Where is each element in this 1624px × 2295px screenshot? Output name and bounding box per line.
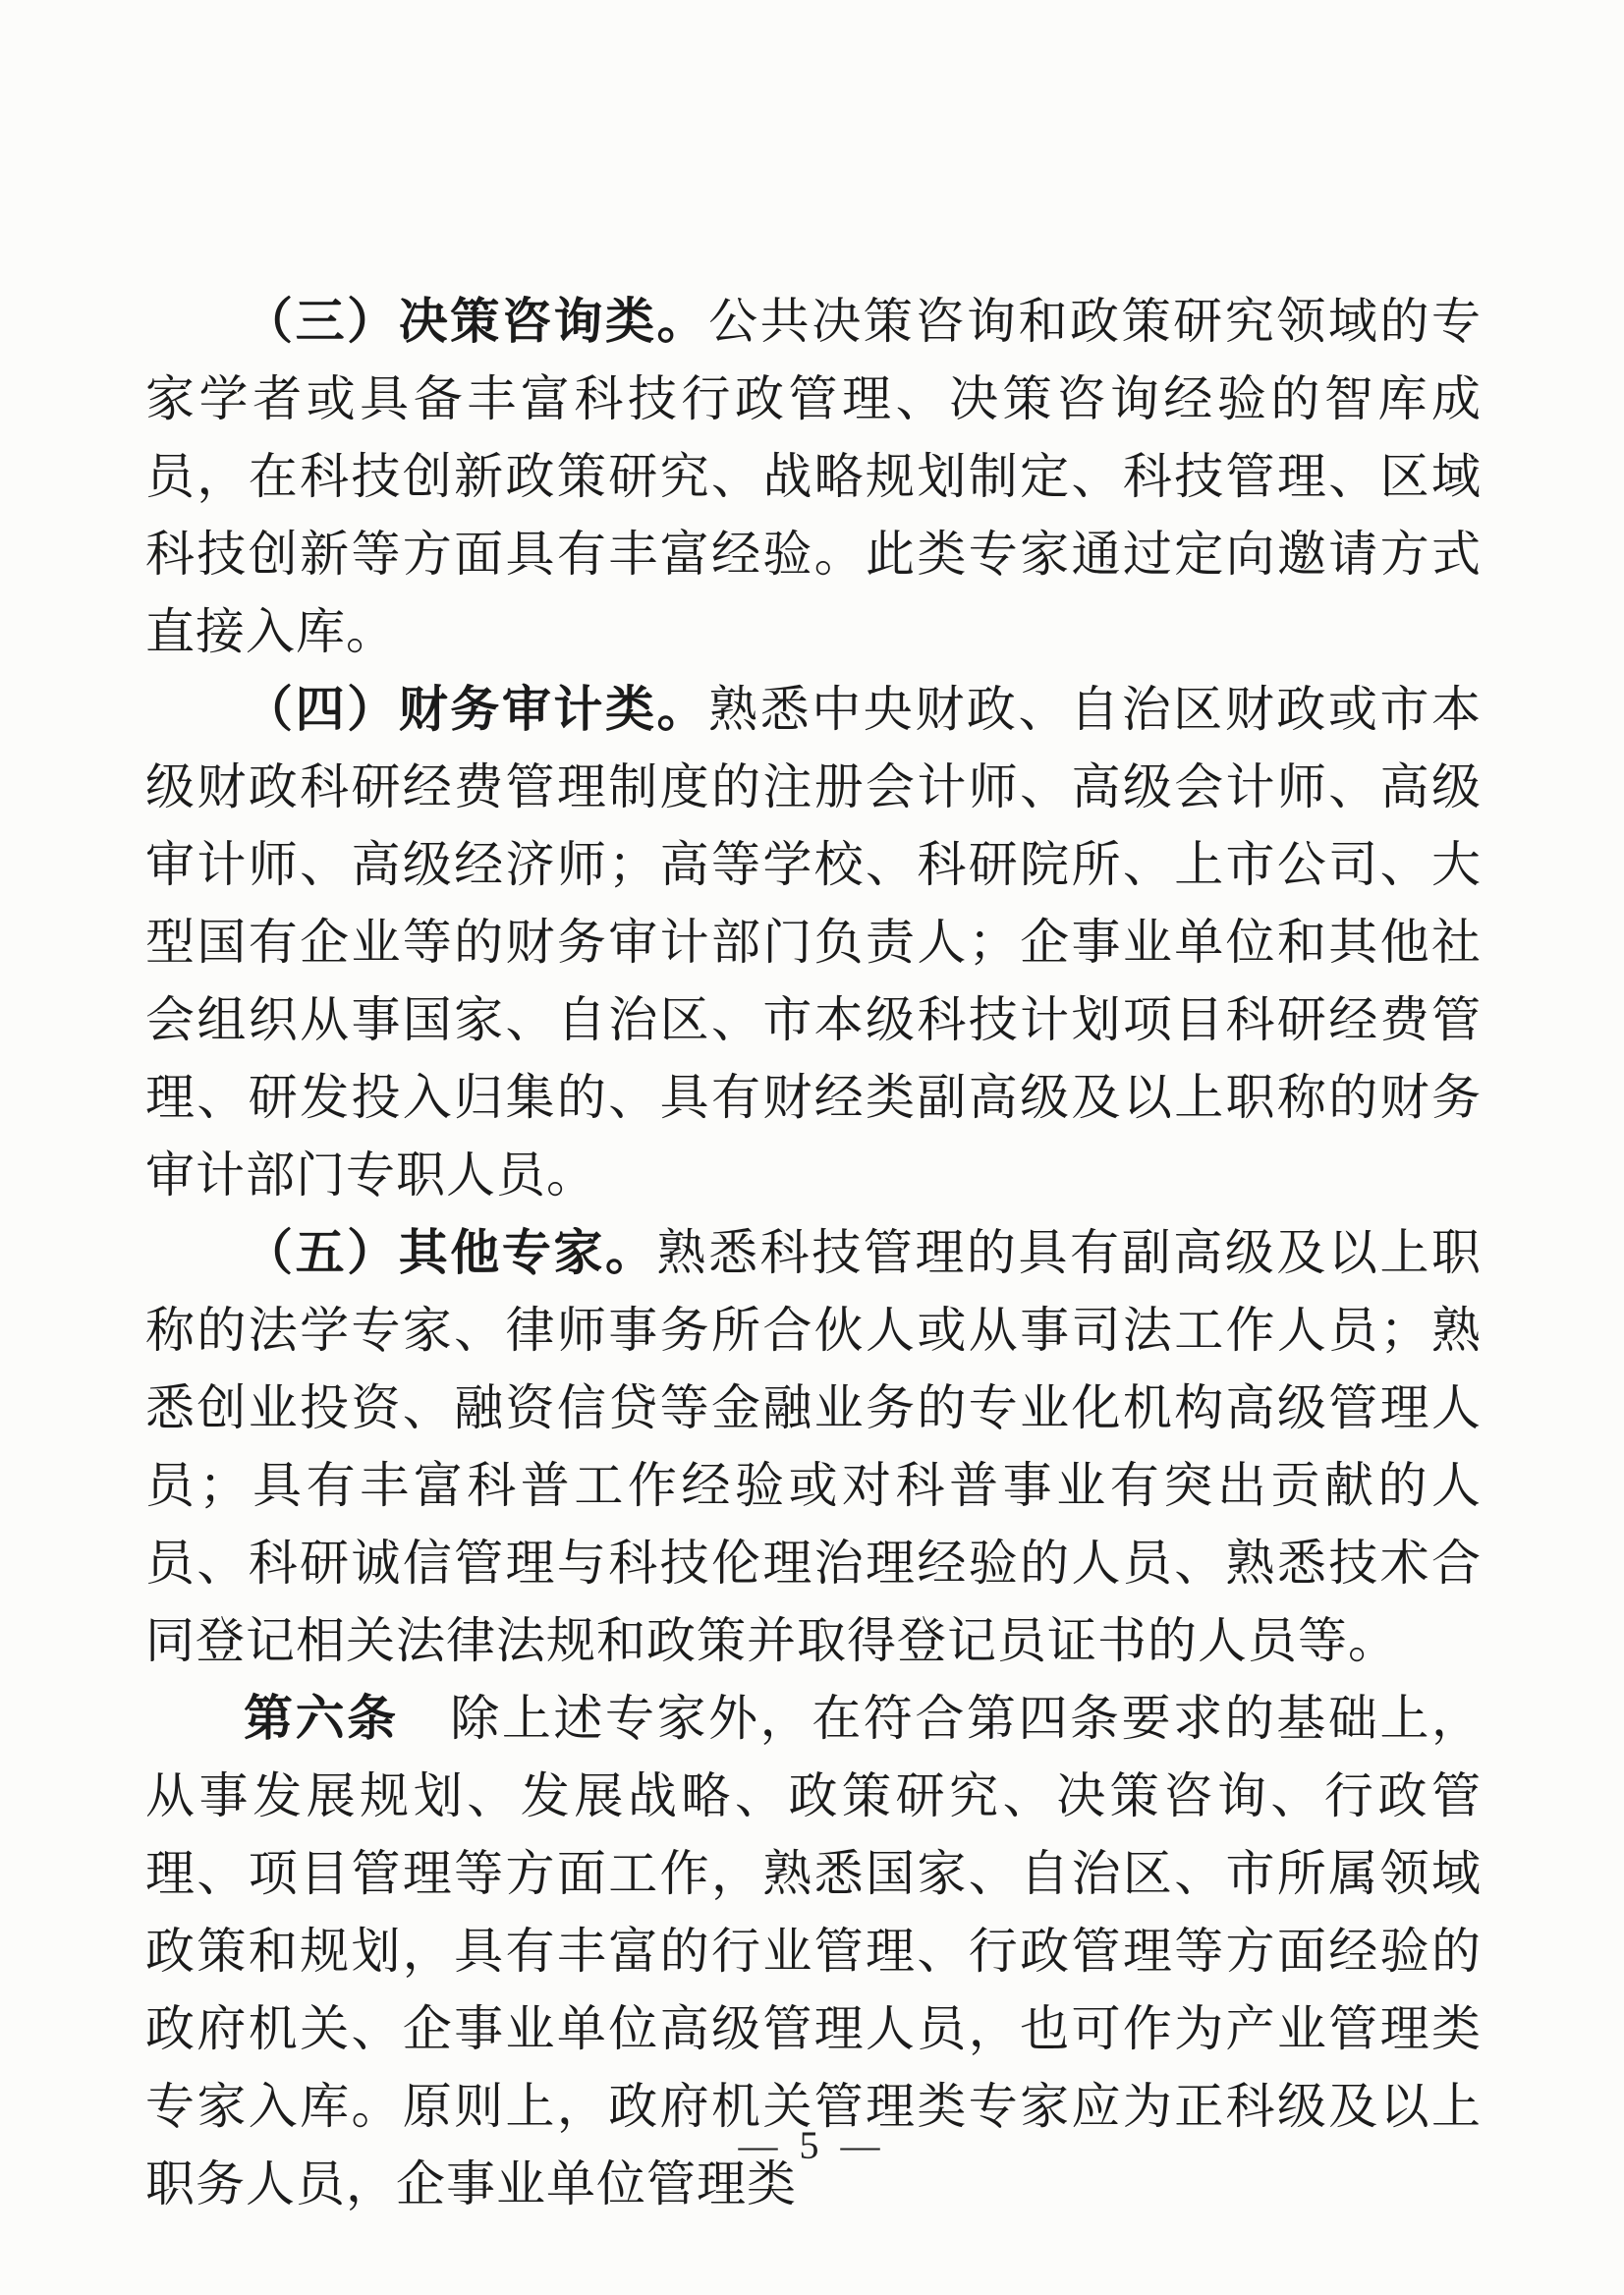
document-body bbox=[145, 283, 1482, 2223]
paragraph-text: 除上述专家外，在符合第四条要求的基础上，从事发展规划、发展战略、政策研究、决策咨询、行政管理、项目管理等方面工作，熟悉国家、自治区、市所属领域政策和规划，具有丰富的行业管理、行政管理等方面经验的政府机关、企事业单位高级管理人员，也可作为产业管理类专家入库。原则上，政府机关管理类专家应为正科级及以上职务人员，企事业单位管理类 bbox=[145, 1691, 1483, 2211]
paragraph-text: 公共决策咨询和政策研究领域的专家学者或具备丰富科技行政管理、决策咨询经验的智库成员，在科技创新政策研究、战略规划制定、科技管理、区域科技创新等方面具有丰富经验。此类专家通过定向邀请方式直接入库。 bbox=[145, 294, 1483, 659]
paragraph-lead: （五）其他专家。 bbox=[244, 1225, 657, 1280]
paragraph-lead: 第六条 bbox=[244, 1691, 451, 1746]
paragraph-finance-audit bbox=[145, 671, 1482, 1214]
paragraph-other-experts bbox=[145, 1214, 1482, 1680]
page-number: — 5 — bbox=[738, 2123, 886, 2167]
paragraph-lead: （三）决策咨询类。 bbox=[244, 294, 709, 349]
paragraph-lead: （四）财务审计类。 bbox=[244, 682, 709, 737]
paragraph-text: 熟悉科技管理的具有副高级及以上职称的法学专家、律师事务所合伙人或从事司法工作人员；熟悉创业投资、融资信贷等金融业务的专业化机构高级管理人员；具有丰富科普工作经验或对科普事业有突出贡献的人员、科研诚信管理与科技伦理治理经验的人员、熟悉技术合同登记相关法律法规和政策并取得登记员证书的人员等。 bbox=[145, 1225, 1483, 1668]
paragraph-decision-consulting bbox=[145, 283, 1482, 671]
page-footer bbox=[0, 2122, 1624, 2168]
paragraph-text: 熟悉中央财政、自治区财政或市本级财政科研经费管理制度的注册会计师、高级会计师、高级审计师、高级经济师；高等学校、科研院所、上市公司、大型国有企业等的财务审计部门负责人；企事业单位和其他社会组织从事国家、自治区、市本级科技计划项目科研经费管理、研发投入归集的、具有财经类副高级及以上职称的财务审计部门专职人员。 bbox=[145, 682, 1483, 1203]
